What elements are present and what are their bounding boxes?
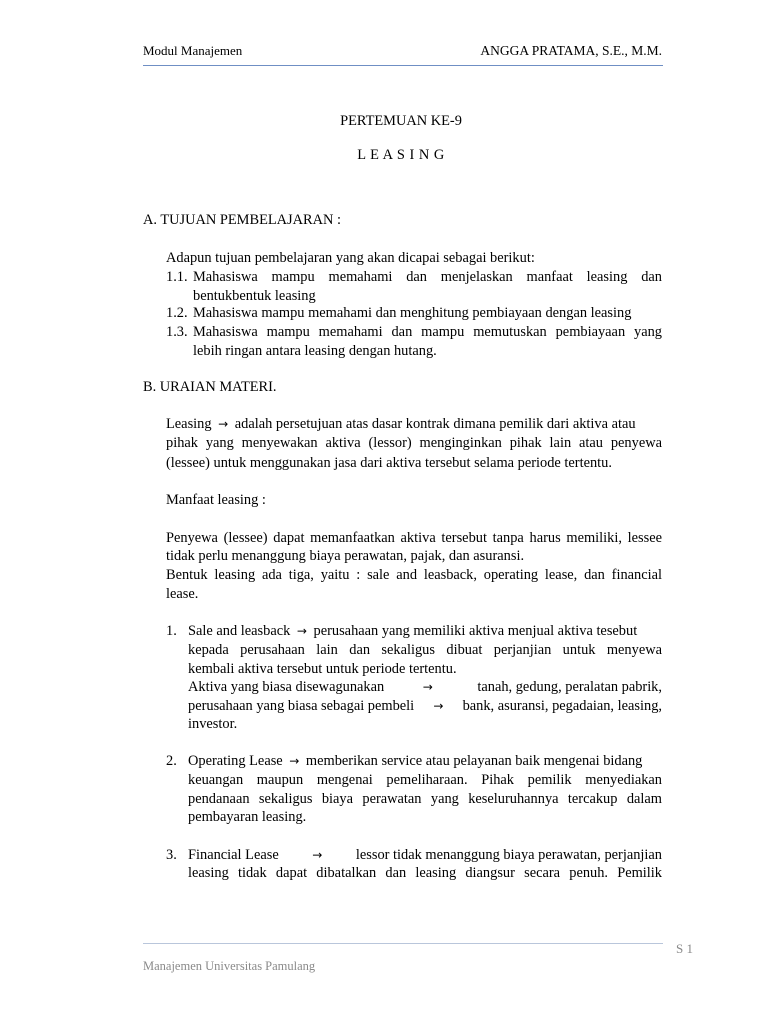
leasing-type-text: bank, asuransi, pegadaian, leasing, (462, 698, 662, 714)
leasing-definition-line: (lessee) untuk menggunakan jasa dari aktiva tersebut selama periode tertentu. (166, 455, 612, 471)
arrow-right-icon: → (312, 848, 323, 862)
benefits-label: Manfaat leasing : (166, 492, 266, 508)
arrow-right-icon: → (289, 754, 300, 768)
leasing-type-text: perusahaan yang memiliki aktiva menjual aktiva tesebut (313, 623, 638, 639)
leasing-type-text: kembali aktiva tersebut untuk periode tertentu. (188, 661, 457, 677)
list-number: 2. (166, 753, 177, 769)
objective-number: 1.2. (166, 305, 188, 321)
footer-institution: Manajemen Universitas Pamulang (143, 959, 316, 973)
header-divider (143, 65, 663, 66)
leasing-definition-line (166, 415, 636, 434)
leasing-type-term: Operating Lease (188, 753, 283, 769)
leasing-type-text: pendanaan sekaligus biaya perawatan yang keseluruhannya tercakup dalam (188, 791, 662, 807)
section-b-heading: B. URAIAN MATERI. (143, 379, 277, 395)
objective-text: bentukbentuk leasing (193, 288, 316, 304)
page-number: S 1 (676, 941, 693, 956)
section-a-heading: A. TUJUAN PEMBELAJARAN : (143, 212, 342, 228)
header-module-title: Modul Manajemen (143, 43, 243, 58)
footer-divider (143, 943, 663, 944)
objective-text: Mahasiswa mampu memahami dan mampu memutuskan pembiayaan yang (193, 324, 662, 340)
leasing-type-term: Sale and leasback (188, 623, 291, 639)
list-number: 1. (166, 623, 177, 639)
leasing-type-text: investor. (188, 716, 238, 732)
meeting-title: PERTEMUAN KE-9 (340, 113, 462, 129)
leasing-type-line (188, 622, 637, 641)
leasing-type-text: tanah, gedung, peralatan pabrik, (477, 679, 662, 695)
leasing-type-text: leasing tidak dapat dibatalkan dan leasing diangsur secara penuh. Pemilik (188, 865, 662, 881)
leasing-type-text: memberikan service atau pelayanan baik mengenai bidang (305, 753, 643, 769)
leasing-type-text: lessor tidak menanggung biaya perawatan, perjanjian (355, 847, 662, 863)
benefits-text: Penyewa (lessee) dapat memanfaatkan aktiva tersebut tanpa harus memiliki, lessee (166, 530, 662, 546)
definition-term: Leasing (166, 416, 212, 432)
leasing-type-line (188, 752, 642, 771)
leasing-type-text: keuangan maupun mengenai pemeliharaan. Pihak pemilik menyediakan (188, 772, 662, 788)
header-author: ANGGA PRATAMA, S.E., M.M. (480, 43, 662, 58)
leasing-type-text: Aktiva yang biasa disewagunakan (188, 679, 385, 695)
leasing-type-text: perusahaan yang biasa sebagai pembeli (188, 698, 415, 714)
list-number: 3. (166, 847, 177, 863)
leasing-type-line (188, 678, 662, 697)
leasing-definition-line: pihak yang menyewakan aktiva (lessor) menginginkan pihak lain atau penyewa (166, 435, 662, 451)
objective-text: Mahasiswa mampu memahami dan menjelaskan manfaat leasing dan (193, 269, 662, 285)
leasing-type-term: Financial Lease (188, 847, 279, 863)
benefits-text: tidak perlu menanggung biaya perawatan, pajak, dan asuransi. (166, 548, 525, 564)
definition-text: adalah persetujuan atas dasar kontrak dimana pemilik dari aktiva atau (234, 416, 636, 432)
arrow-right-icon: → (218, 417, 229, 431)
leasing-types-intro: Bentuk leasing ada tiga, yaitu : sale and leasback, operating lease, dan financial (166, 567, 662, 583)
objective-number: 1.1. (166, 269, 188, 285)
leasing-type-line (188, 697, 662, 716)
leasing-type-text: pembayaran leasing. (188, 809, 307, 825)
arrow-right-icon: → (296, 624, 307, 638)
leasing-type-text: kepada perusahaan lain dan sekaligus dibuat perjanjian untuk menyewa (188, 642, 662, 658)
arrow-right-icon: → (422, 680, 433, 694)
leasing-type-line (188, 846, 662, 865)
objective-number: 1.3. (166, 324, 188, 340)
section-a-intro: Adapun tujuan pembelajaran yang akan dicapai sebagai berikut: (166, 250, 535, 266)
topic-title: L E A S I N G (357, 147, 445, 163)
arrow-right-icon: → (433, 699, 444, 713)
objective-text: Mahasiswa mampu memahami dan menghitung pembiayaan dengan leasing (193, 305, 632, 321)
objective-text: lebih ringan antara leasing dengan hutang. (193, 343, 437, 359)
leasing-types-intro: lease. (166, 586, 199, 602)
